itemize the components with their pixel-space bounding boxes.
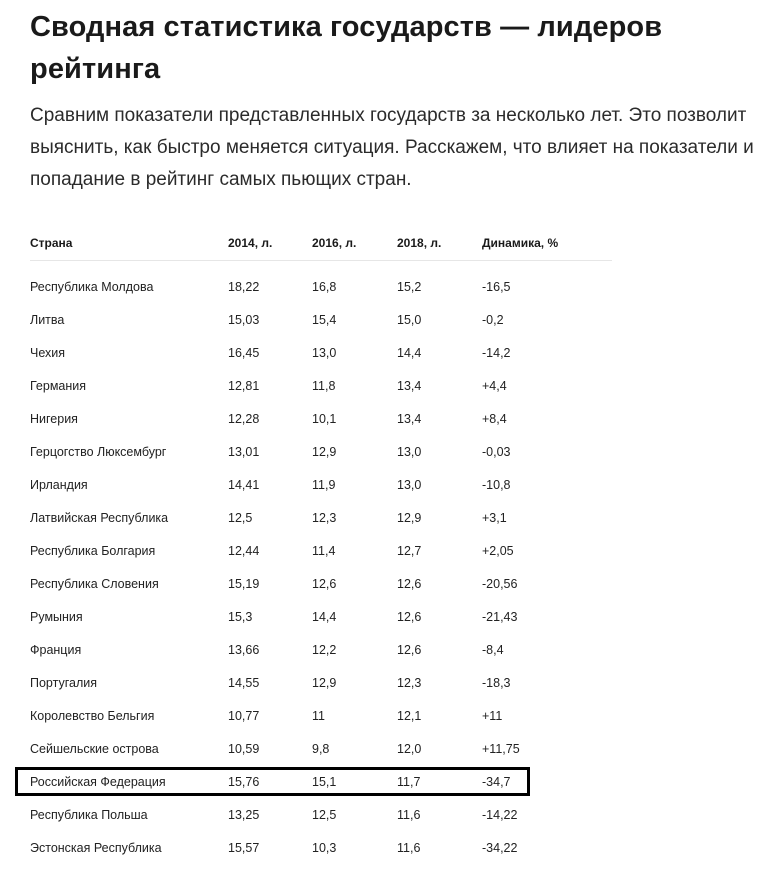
table-row xyxy=(30,633,612,666)
dynamics-cell: -16,5 xyxy=(482,280,511,294)
dynamics-cell: -34,22 xyxy=(482,841,518,855)
value-2018-cell: 12,9 xyxy=(397,511,422,525)
value-2014-cell: 13,01 xyxy=(228,445,260,459)
dynamics-cell: +11,75 xyxy=(482,742,520,756)
country-cell: Республика Польша xyxy=(30,808,148,822)
value-2014-cell: 12,28 xyxy=(228,412,260,426)
value-2018-cell: 13,0 xyxy=(397,445,422,459)
table-row xyxy=(30,303,612,336)
dynamics-cell: -21,43 xyxy=(482,610,518,624)
value-2018-cell: 14,4 xyxy=(397,346,422,360)
value-2018-cell: 12,0 xyxy=(397,742,422,756)
table-row xyxy=(30,699,612,732)
table-row xyxy=(30,369,612,402)
value-2014-cell: 10,59 xyxy=(228,742,260,756)
country-cell: Королевство Бельгия xyxy=(30,709,155,723)
article-title: Сводная статистика государств — лидеров рейтинга xyxy=(30,11,663,85)
country-cell: Нигерия xyxy=(30,412,78,426)
value-2016-cell: 15,4 xyxy=(312,313,337,327)
table-row xyxy=(30,501,612,534)
header-dynamics: Динамика, % xyxy=(482,236,559,250)
dynamics-cell: -8,4 xyxy=(482,643,504,657)
country-cell: Республика Болгария xyxy=(30,544,156,558)
dynamics-cell: +4,4 xyxy=(482,379,507,393)
value-2016-cell: 11,4 xyxy=(312,544,336,558)
value-2016-cell: 13,0 xyxy=(312,346,337,360)
table-row xyxy=(30,765,612,798)
table-row xyxy=(30,798,612,831)
value-2018-cell: 12,7 xyxy=(397,544,422,558)
country-cell: Германия xyxy=(30,379,87,393)
value-2016-cell: 11 xyxy=(312,709,325,723)
table-row xyxy=(30,732,612,765)
dynamics-cell: +8,4 xyxy=(482,412,507,426)
value-2016-cell: 12,3 xyxy=(312,511,337,525)
value-2014-cell: 13,25 xyxy=(228,808,260,822)
table-row xyxy=(30,270,612,303)
value-2016-cell: 10,3 xyxy=(312,841,337,855)
value-2016-cell: 12,6 xyxy=(312,577,337,591)
country-cell: Португалия xyxy=(30,676,98,690)
value-2016-cell: 11,8 xyxy=(312,379,336,393)
table-row xyxy=(30,831,612,864)
header-2018: 2018, л. xyxy=(397,236,442,250)
value-2016-cell: 12,9 xyxy=(312,676,337,690)
dynamics-cell: -14,22 xyxy=(482,808,518,822)
value-2016-cell: 11,9 xyxy=(312,478,336,492)
stats-table xyxy=(30,226,612,864)
value-2016-cell: 12,9 xyxy=(312,445,337,459)
value-2014-cell: 12,5 xyxy=(228,511,253,525)
header-2014: 2014, л. xyxy=(228,236,273,250)
value-2016-cell: 15,1 xyxy=(312,775,337,789)
table-row xyxy=(30,402,612,435)
value-2018-cell: 12,1 xyxy=(397,709,422,723)
country-cell: Чехия xyxy=(30,346,66,360)
dynamics-cell: +2,05 xyxy=(482,544,514,558)
value-2016-cell: 16,8 xyxy=(312,280,337,294)
table-row xyxy=(30,435,612,468)
value-2018-cell: 11,6 xyxy=(397,841,421,855)
country-cell: Ирландия xyxy=(30,478,88,492)
header-country: Страна xyxy=(30,236,73,250)
value-2014-cell: 15,57 xyxy=(228,841,260,855)
value-2018-cell: 13,0 xyxy=(397,478,422,492)
dynamics-cell: -20,56 xyxy=(482,577,518,591)
value-2014-cell: 12,44 xyxy=(228,544,260,558)
dynamics-cell: -0,03 xyxy=(482,445,511,459)
value-2014-cell: 10,77 xyxy=(228,709,260,723)
value-2014-cell: 15,76 xyxy=(228,775,260,789)
country-cell: Эстонская Республика xyxy=(30,841,162,855)
value-2018-cell: 12,6 xyxy=(397,610,422,624)
country-cell: Латвийская Республика xyxy=(30,511,169,525)
dynamics-cell: -18,3 xyxy=(482,676,511,690)
table-row xyxy=(30,567,612,600)
value-2018-cell: 11,6 xyxy=(397,808,421,822)
value-2014-cell: 15,03 xyxy=(228,313,260,327)
dynamics-cell: -34,7 xyxy=(482,775,511,789)
value-2014-cell: 14,55 xyxy=(228,676,260,690)
value-2018-cell: 12,6 xyxy=(397,643,422,657)
value-2018-cell: 13,4 xyxy=(397,412,422,426)
dynamics-cell: -10,8 xyxy=(482,478,511,492)
value-2018-cell: 11,7 xyxy=(397,775,421,789)
table-body xyxy=(30,270,612,864)
country-cell: Республика Молдова xyxy=(30,280,154,294)
table-row xyxy=(30,534,612,567)
value-2014-cell: 15,19 xyxy=(228,577,260,591)
dynamics-cell: +11 xyxy=(482,709,503,723)
value-2018-cell: 15,0 xyxy=(397,313,422,327)
value-2014-cell: 12,81 xyxy=(228,379,260,393)
dynamics-cell: +3,1 xyxy=(482,511,507,525)
value-2014-cell: 13,66 xyxy=(228,643,260,657)
value-2018-cell: 12,3 xyxy=(397,676,422,690)
value-2014-cell: 14,41 xyxy=(228,478,260,492)
value-2016-cell: 12,2 xyxy=(312,643,337,657)
article-intro: Сравним показатели представленных государств за несколько лет. Это позволит выяснить, как быстро меняется ситуация. Расскажем, что влияет на показатели и попадание в рейтинг самых пьющих стран. xyxy=(30,105,754,190)
value-2016-cell: 12,5 xyxy=(312,808,337,822)
value-2016-cell: 14,4 xyxy=(312,610,337,624)
table-row xyxy=(30,336,612,369)
table-header-row xyxy=(30,226,612,261)
country-cell: Российская Федерация xyxy=(30,775,166,789)
value-2018-cell: 12,6 xyxy=(397,577,422,591)
table-row xyxy=(30,666,612,699)
value-2016-cell: 9,8 xyxy=(312,742,330,756)
header-2016: 2016, л. xyxy=(312,236,357,250)
dynamics-cell: -14,2 xyxy=(482,346,511,360)
value-2014-cell: 15,3 xyxy=(228,610,253,624)
value-2014-cell: 16,45 xyxy=(228,346,260,360)
table-row xyxy=(30,468,612,501)
table-row xyxy=(30,600,612,633)
value-2018-cell: 13,4 xyxy=(397,379,422,393)
dynamics-cell: -0,2 xyxy=(482,313,504,327)
country-cell: Республика Словения xyxy=(30,577,159,591)
country-cell: Румыния xyxy=(30,610,83,624)
country-cell: Литва xyxy=(30,313,65,327)
country-cell: Франция xyxy=(30,643,82,657)
value-2014-cell: 18,22 xyxy=(228,280,260,294)
value-2018-cell: 15,2 xyxy=(397,280,422,294)
country-cell: Герцогство Люксембург xyxy=(30,445,167,459)
country-cell: Сейшельские острова xyxy=(30,742,159,756)
value-2016-cell: 10,1 xyxy=(312,412,337,426)
